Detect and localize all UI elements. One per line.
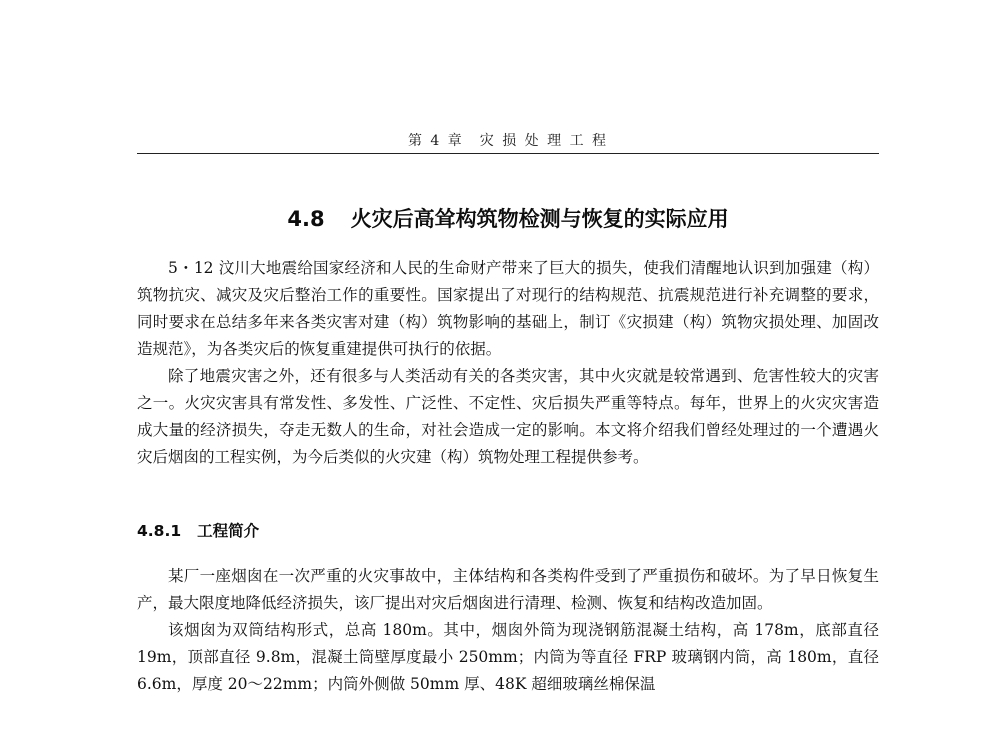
header-rule: [137, 153, 879, 154]
section-title: [137, 203, 879, 233]
intro-paragraph-1: 5・12 汶川大地震给国家经济和人民的生命财产带来了巨大的损失，使我们清醒地认识到加强建（构）筑物抗灾、减灾及灾后整治工作的重要性。国家提出了对现行的结构规范、抗震规范进行补充调整的要求，同时要求在总结多年来各类灾害对建（构）筑物影响的基础上，制订《灾损建（构）筑物灾损处理、加固改造规范》，为各类灾后的恢复重建提供可执行的依据。: [137, 259, 879, 358]
subsection-paragraph-1: 某厂一座烟囱在一次严重的火灾事故中，主体结构和各类构件受到了严重损伤和破坏。为了早日恢复生产，最大限度地降低经济损失，该厂提出对灾后烟囱进行清理、检测、恢复和结构改造加固。: [137, 567, 879, 612]
section-number: 4.8: [287, 207, 325, 231]
subsection-title: [137, 519, 259, 541]
intro-paragraph-2: 除了地震灾害之外，还有很多与人类活动有关的各类灾害，其中火灾就是较常遇到、危害性较大的灾害之一。火灾灾害具有常发性、多发性、广泛性、不定性、灾后损失严重等特点。每年，世界上的火灾灾害造成大量的经济损失，夺走无数人的生命，对社会造成一定的影响。本文将介绍我们曾经处理过的一个遭遇火灾后烟囱的工程实例，为今后类似的火灾建（构）筑物处理工程提供参考。: [137, 367, 879, 466]
subsection-paragraph-2: 该烟囱为双筒结构形式，总高 180m。其中，烟囱外筒为现浇钢筋混凝土结构，高 178m，底部直径 19m，顶部直径 9.8m，混凝土筒壁厚度最小 250mm；内筒为等直径 FRP 玻璃钢内筒，高 180m，直径 6.6m，厚度 20～22mm；内筒外侧做 50mm 厚、48K 超细玻璃丝棉保温: [137, 621, 879, 693]
section-title-text: 火灾后高耸构筑物检测与恢复的实际应用: [350, 207, 729, 231]
intro-body: [137, 255, 879, 471]
running-header: 第 4 章 灾 损 处 理 工 程: [407, 133, 609, 149]
subsection-title-text: 工程简介: [197, 522, 260, 540]
subsection-number: 4.8.1: [137, 522, 182, 540]
subsection-body: [137, 563, 879, 698]
